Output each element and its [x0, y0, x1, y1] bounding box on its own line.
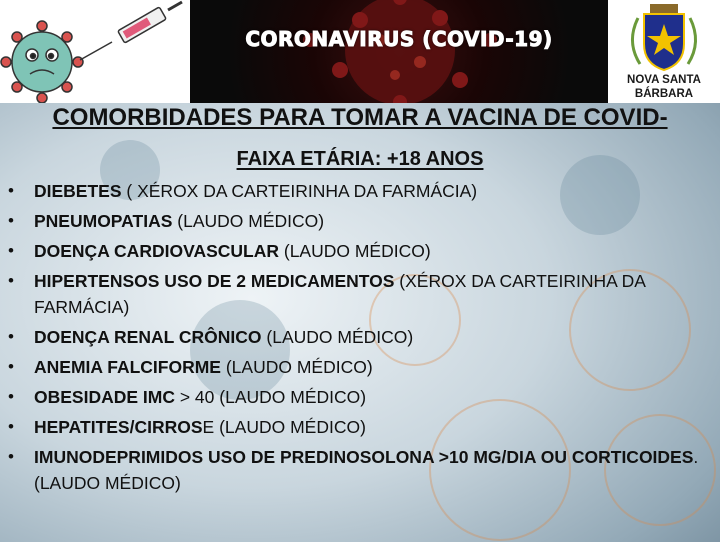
bullet-icon: •: [8, 447, 14, 466]
syringe-icon: [80, 2, 182, 60]
bullet-icon: •: [8, 241, 14, 260]
list-item: [0, 268, 720, 320]
item-requirement: (LAUDO MÉDICO): [220, 357, 373, 377]
item-name: OBESIDADE IMC: [34, 387, 175, 407]
bullet-icon: •: [8, 181, 14, 200]
bullet-icon: •: [8, 417, 14, 436]
item-name: DOENÇA RENAL CRÔNICO: [34, 327, 262, 347]
logo-name-line2: BÁRBARA: [634, 88, 694, 100]
list-item: [0, 414, 720, 440]
age-range-subtitle: FAIXA ETÁRIA: +18 ANOS: [236, 148, 484, 170]
bullet-icon: •: [8, 271, 14, 290]
banner-title: CORONAVIRUS (COVID-19): [245, 27, 553, 51]
municipality-logo: [608, 0, 720, 103]
cartoon-virus-illustration: [0, 0, 190, 103]
item-requirement: (LAUDO MÉDICO): [279, 241, 431, 261]
page-title: COMORBIDADES PARA TOMAR A VACINA DE COVID-: [52, 104, 668, 131]
logo-name-line1: NOVA SANTA: [627, 74, 701, 86]
item-name: DIEBETES: [34, 181, 122, 201]
item-name: ANEMIA FALCIFORME: [34, 357, 221, 377]
list-item: [0, 238, 720, 264]
list-item: [0, 324, 720, 350]
list-item: [0, 178, 720, 204]
bullet-icon: •: [8, 327, 14, 346]
item-requirement: E (LAUDO MÉDICO): [202, 417, 366, 437]
coat-of-arms-icon: [608, 2, 720, 72]
header: [0, 0, 720, 103]
list-item: [0, 444, 720, 496]
item-requirement: ( XÉROX DA CARTEIRINHA DA FARMÁCIA): [121, 181, 478, 201]
bullet-icon: •: [8, 211, 14, 230]
item-name: DOENÇA CARDIOVASCULAR: [34, 241, 279, 261]
bullet-icon: •: [8, 387, 14, 406]
item-requirement: (XÉROX DA CARTEIRINHA DA FARMÁCIA): [34, 271, 646, 317]
item-name: HIPERTENSOS USO DE 2 MEDICAMENTOS: [34, 271, 395, 291]
item-name: HEPATITES/CIRROS: [34, 417, 203, 437]
coronavirus-image: [190, 0, 608, 103]
item-requirement: (LAUDO MÉDICO): [172, 211, 325, 231]
virus-cartoon-icon: [0, 0, 190, 103]
bullet-icon: •: [8, 357, 14, 376]
item-requirement: > 40 (LAUDO MÉDICO): [174, 387, 367, 407]
list-item: [0, 384, 720, 410]
comorbidity-list: [0, 178, 720, 500]
item-requirement: . (LAUDO MÉDICO): [34, 447, 699, 493]
list-item: [0, 208, 720, 234]
item-name: IMUNODEPRIMIDOS USO DE PREDINOSOLONA >10 MG/DIA OU CORTICOIDES: [34, 447, 694, 467]
item-name: PNEUMOPATIAS: [34, 211, 173, 231]
item-requirement: (LAUDO MÉDICO): [261, 327, 414, 347]
banner: [190, 0, 608, 103]
list-item: [0, 354, 720, 380]
